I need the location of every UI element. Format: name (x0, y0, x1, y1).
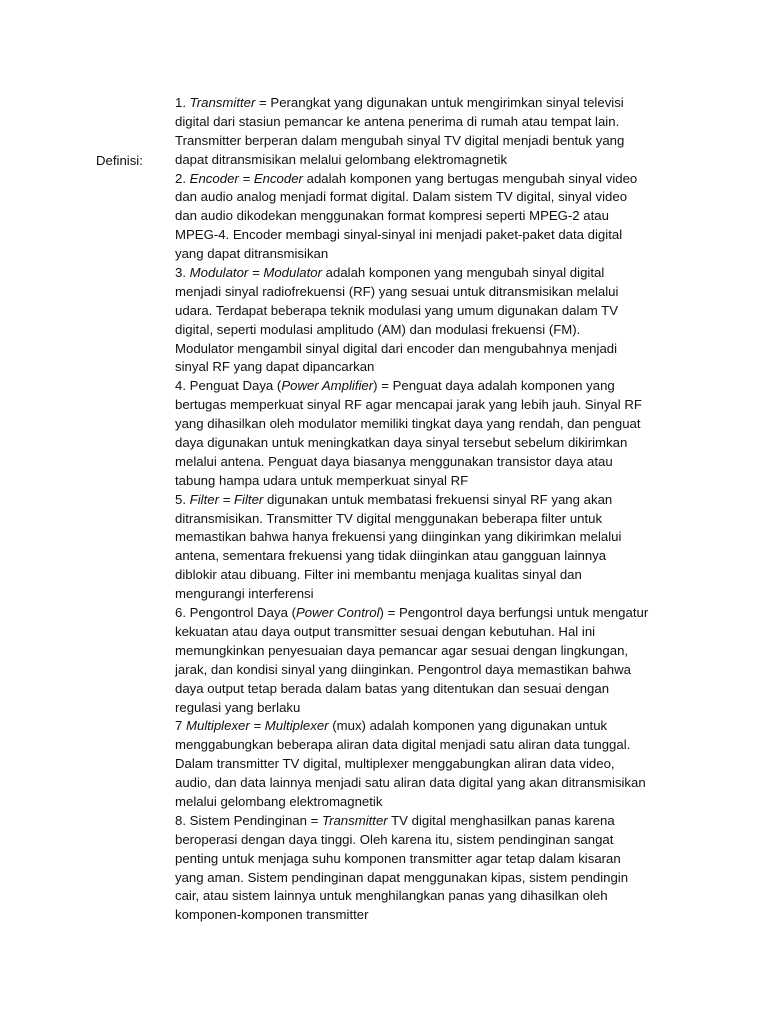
text-segment: 4. Penguat Daya ( (175, 378, 282, 394)
text-line (175, 906, 675, 925)
text-segment: melalui antena. Penguat daya biasanya menggunakan transistor daya atau (175, 453, 613, 469)
text-segment: dan audio dikodekan menggunakan format kompresi seperti MPEG-2 atau (175, 208, 609, 224)
text-segment: ) = Pengontrol daya berfungsi untuk mengatur (379, 605, 649, 621)
text-segment: Dalam transmitter TV digital, multiplexer menggabungkan aliran data video, (175, 756, 615, 772)
text-segment: digital dari stasiun pemancar ke antena penerima di rumah atau tempat lain. (175, 113, 620, 129)
text-segment: 3. (175, 265, 190, 281)
text-line (175, 377, 675, 396)
text-segment: diblokir atau dibuang. Filter ini membantu menjaga kualitas sinyal dan (175, 567, 582, 583)
text-line (175, 604, 675, 623)
text-segment: memungkinkan penyesuaian daya pemancar agar sesuai dengan lingkungan, (175, 642, 629, 658)
text-segment: audio, dan data lainnya menjadi satu aliran data digital yang akan ditransmisikan (175, 775, 646, 791)
text-line (175, 812, 675, 831)
text-line (175, 170, 675, 189)
text-segment: menggabungkan beberapa aliran data digital menjadi satu aliran data tunggal. (175, 737, 631, 753)
definition-item (175, 812, 675, 925)
text-line (175, 755, 675, 774)
definition-item (175, 717, 675, 811)
text-segment: adalah komponen yang bertugas mengubah sinyal video (302, 170, 638, 186)
text-line (175, 283, 675, 302)
text-segment: komponen-komponen transmitter (175, 907, 369, 923)
text-segment: bertugas memperkuat sinyal RF agar mencapai jarak yang lebih jauh. Sinyal RF (175, 397, 642, 413)
text-segment: daya digunakan untuk meningkatkan daya sinyal tersebut sebelum dikirimkan (175, 435, 628, 451)
text-segment: digital, seperti modulasi amplitudo (AM) dan modulasi frekuensi (FM). (175, 321, 581, 337)
text-line (175, 245, 675, 264)
text-segment: TV digital menghasilkan panas karena (387, 812, 615, 828)
text-segment: Modulator mengambil sinyal digital dari encoder dan mengubahnya menjadi (175, 340, 618, 356)
text-segment: = Perangkat yang digunakan untuk mengirimkan sinyal televisi (255, 95, 624, 110)
text-line (175, 94, 675, 113)
text-segment: adalah komponen yang mengubah sinyal digital (322, 265, 605, 281)
text-line (175, 585, 675, 604)
text-line (175, 831, 675, 850)
text-line (175, 151, 675, 170)
text-line (175, 736, 675, 755)
text-segment: tabung hampa udara untuk memperkuat sinyal RF (175, 472, 469, 488)
text-line (175, 434, 675, 453)
italic-term: Transmitter (189, 95, 256, 110)
text-line (175, 396, 675, 415)
text-line (175, 226, 675, 245)
text-line (175, 188, 675, 207)
text-segment: MPEG-4. Encoder membagi sinyal-sinyal ini menjadi paket-paket data digital (175, 227, 623, 243)
text-line (175, 680, 675, 699)
text-segment: 1. (175, 95, 190, 110)
text-segment: beroperasi dengan daya tinggi. Oleh karena itu, sistem pendinginan sangat (175, 831, 614, 847)
text-segment: 6. Pengontrol Daya ( (175, 605, 296, 621)
text-line (175, 113, 675, 132)
text-line (175, 774, 675, 793)
text-line (175, 472, 675, 491)
definition-item (175, 491, 675, 604)
text-line (175, 321, 675, 340)
text-line (175, 547, 675, 566)
text-segment: yang dihasilkan oleh modulator memiliki tingkat daya yang rendah, dan penguat (175, 416, 641, 432)
italic-term: Multiplexer = Multiplexer (186, 718, 329, 734)
text-line (175, 869, 675, 888)
italic-term: Encoder = Encoder (189, 170, 303, 186)
text-segment: mengurangi interferensi (175, 586, 314, 602)
text-line (175, 887, 675, 906)
text-segment: yang aman. Sistem pendinginan dapat menggunakan kipas, sistem pendingin (175, 869, 629, 885)
text-line (175, 566, 675, 585)
italic-term: Modulator = Modulator (189, 265, 322, 281)
text-line (175, 661, 675, 680)
definition-label: Definisi: (96, 153, 143, 168)
text-line (175, 510, 675, 529)
text-line (175, 302, 675, 321)
text-line (175, 491, 675, 510)
text-segment: kekuatan atau daya output transmitter sesuai dengan kebutuhan. Hal ini (175, 623, 596, 639)
text-segment: udara. Terdapat beberapa teknik modulasi yang umum digunakan dalam TV (175, 302, 619, 318)
italic-term: Filter = Filter (189, 491, 264, 507)
definition-item (175, 604, 675, 717)
text-segment: dapat ditransmisikan melalui gelombang elektromagnetik (175, 151, 508, 167)
text-segment: antena, sementara frekuensi yang tidak diinginkan atau gangguan lainnya (175, 548, 607, 564)
text-segment: sinyal RF yang dapat dipancarkan (175, 359, 375, 375)
text-line (175, 699, 675, 718)
text-line (175, 132, 675, 151)
text-line (175, 528, 675, 547)
text-segment: 8. Sistem Pendinginan = (175, 812, 322, 828)
italic-term: Power Amplifier (281, 378, 374, 394)
text-line (175, 453, 675, 472)
text-line (175, 717, 675, 736)
definition-item (175, 377, 675, 490)
text-line (175, 207, 675, 226)
definition-list (175, 94, 675, 925)
text-segment: melalui gelombang elektromagnetik (175, 793, 383, 809)
definition-item (175, 170, 675, 264)
text-segment: (mux) adalah komponen yang digunakan untuk (328, 718, 608, 734)
text-segment: 2. (175, 170, 190, 186)
text-line (175, 264, 675, 283)
definition-item (175, 94, 675, 170)
text-segment: memastikan bahwa hanya frekuensi yang diinginkan yang dikirimkan melalui (175, 529, 622, 545)
text-line (175, 415, 675, 434)
text-line (175, 623, 675, 642)
italic-term: Power Control (295, 605, 380, 621)
text-line (175, 793, 675, 812)
text-segment: regulasi yang berlaku (175, 699, 301, 715)
text-segment: Transmitter berperan dalam mengubah sinyal TV digital menjadi bentuk yang (175, 132, 625, 148)
text-segment: ditransmisikan. Transmitter TV digital menggunakan beberapa filter untuk (175, 510, 603, 526)
text-segment: penting untuk menjaga suhu komponen transmitter agar tetap dalam kisaran (175, 850, 621, 866)
text-segment: cair, atau sistem lainnya untuk menghilangkan panas yang dihasilkan oleh (175, 888, 608, 904)
text-line (175, 358, 675, 377)
italic-term: Transmitter (322, 812, 388, 828)
text-line (175, 340, 675, 359)
text-segment: menjadi sinyal radiofrekuensi (RF) yang sesuai untuk ditransmisikan melalui (175, 283, 619, 299)
text-segment: digunakan untuk membatasi frekuensi sinyal RF yang akan (263, 491, 613, 507)
text-segment: jarak, dan kondisi sinyal yang diinginkan. Pengontrol daya memastikan bahwa (175, 661, 631, 677)
text-line (175, 642, 675, 661)
text-segment: yang dapat ditransmisikan (175, 246, 329, 262)
text-segment: ) = Penguat daya adalah komponen yang (373, 378, 615, 394)
text-segment: dan audio analog menjadi format digital. Dalam sistem TV digital, sinyal video (175, 189, 628, 205)
definition-item (175, 264, 675, 377)
text-segment: daya output tetap berada dalam batas yang ditentukan dan sesuai dengan (175, 680, 610, 696)
text-segment: 7 (175, 718, 186, 734)
text-line (175, 850, 675, 869)
text-segment: 5. (175, 491, 190, 507)
